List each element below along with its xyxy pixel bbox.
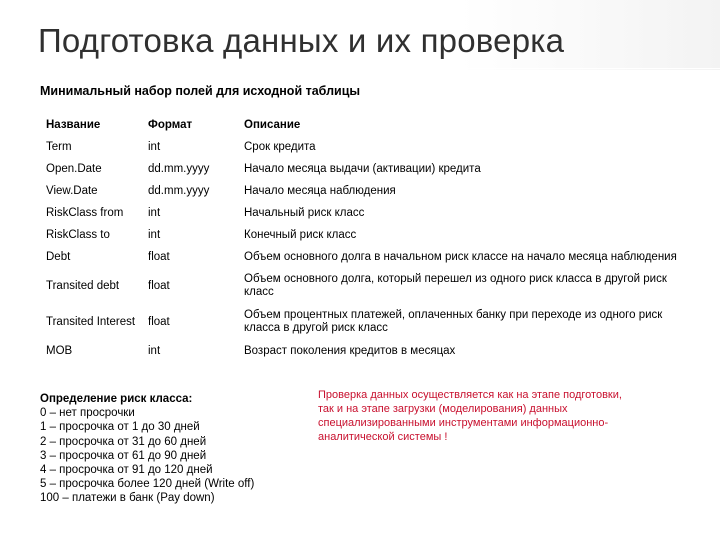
- table-subtitle: Минимальный набор полей для исходной таблицы: [40, 84, 361, 98]
- definition-line: 0 – нет просрочки: [40, 407, 135, 420]
- field-format: dd.mm.yyyy: [148, 185, 210, 197]
- field-name: MOB: [46, 345, 73, 357]
- field-description: Объем основного долга в начальном риск классе на начало месяца наблюдения: [244, 251, 677, 263]
- definition-line: 5 – просрочка более 120 дней (Write off): [40, 478, 255, 491]
- field-name: RiskClass to: [46, 229, 110, 241]
- fields-table: [46, 114, 704, 362]
- table-row: [46, 304, 704, 340]
- field-format: int: [148, 229, 161, 241]
- field-description: Возраст поколения кредитов в месяцах: [244, 345, 456, 357]
- table-row: [46, 246, 704, 268]
- field-name: View.Date: [46, 185, 98, 197]
- field-name: Debt: [46, 251, 71, 263]
- definition-title: Определение риск класса:: [40, 393, 193, 405]
- field-name: RiskClass from: [46, 207, 124, 219]
- field-format: float: [148, 315, 170, 328]
- field-format: float: [148, 279, 170, 292]
- field-description: Начало месяца выдачи (активации) кредита: [244, 163, 481, 175]
- field-description: Начало месяца наблюдения: [244, 185, 396, 197]
- field-name: Open.Date: [46, 163, 102, 175]
- table-row: [46, 136, 704, 158]
- definition-line: 100 – платежи в банк (Pay down): [40, 492, 215, 505]
- table-row: [46, 268, 704, 304]
- field-description: Срок кредита: [244, 141, 316, 153]
- field-description: Начальный риск класс: [244, 207, 365, 219]
- definition-line: 1 – просрочка от 1 до 30 дней: [40, 421, 200, 434]
- field-description: Объем основного долга, который перешел из одного риск класса в другой риск класс: [244, 273, 667, 298]
- table-row: [46, 202, 704, 224]
- field-format: int: [148, 207, 161, 219]
- field-description: Объем процентных платежей, оплаченных банку при переходе из одного риск класса в другой риск класс: [244, 309, 663, 334]
- field-format: int: [148, 141, 161, 153]
- table-header-row: [46, 114, 704, 136]
- definition-line: 2 – просрочка от 31 до 60 дней: [40, 435, 207, 448]
- title-divider: [0, 68, 720, 69]
- header-format: Формат: [148, 119, 193, 131]
- field-format: int: [148, 345, 161, 357]
- field-name: Term: [46, 141, 72, 153]
- table-row: [46, 340, 704, 362]
- field-name: Transited Interest: [46, 315, 136, 328]
- risk-class-definition: [40, 392, 254, 506]
- slide-title: Подготовка данных и их проверка: [38, 22, 565, 59]
- verification-note: Проверка данных осуществляется как на этапе подготовки, так и на этапе загрузки (моделирования) данных специализированными инструментами информационно-аналитической системы !: [318, 389, 622, 443]
- field-name: Transited debt: [46, 279, 120, 292]
- definition-line: 3 – просрочка от 61 до 90 дней: [40, 449, 207, 462]
- definition-line: 4 – просрочка от 91 до 120 дней: [40, 464, 213, 477]
- table-row: [46, 180, 704, 202]
- field-format: float: [148, 251, 170, 263]
- field-format: dd.mm.yyyy: [148, 163, 210, 175]
- table-row: [46, 224, 704, 246]
- header-description: Описание: [244, 119, 301, 131]
- table-row: [46, 158, 704, 180]
- header-name: Название: [46, 119, 101, 131]
- field-description: Конечный риск класс: [244, 229, 357, 241]
